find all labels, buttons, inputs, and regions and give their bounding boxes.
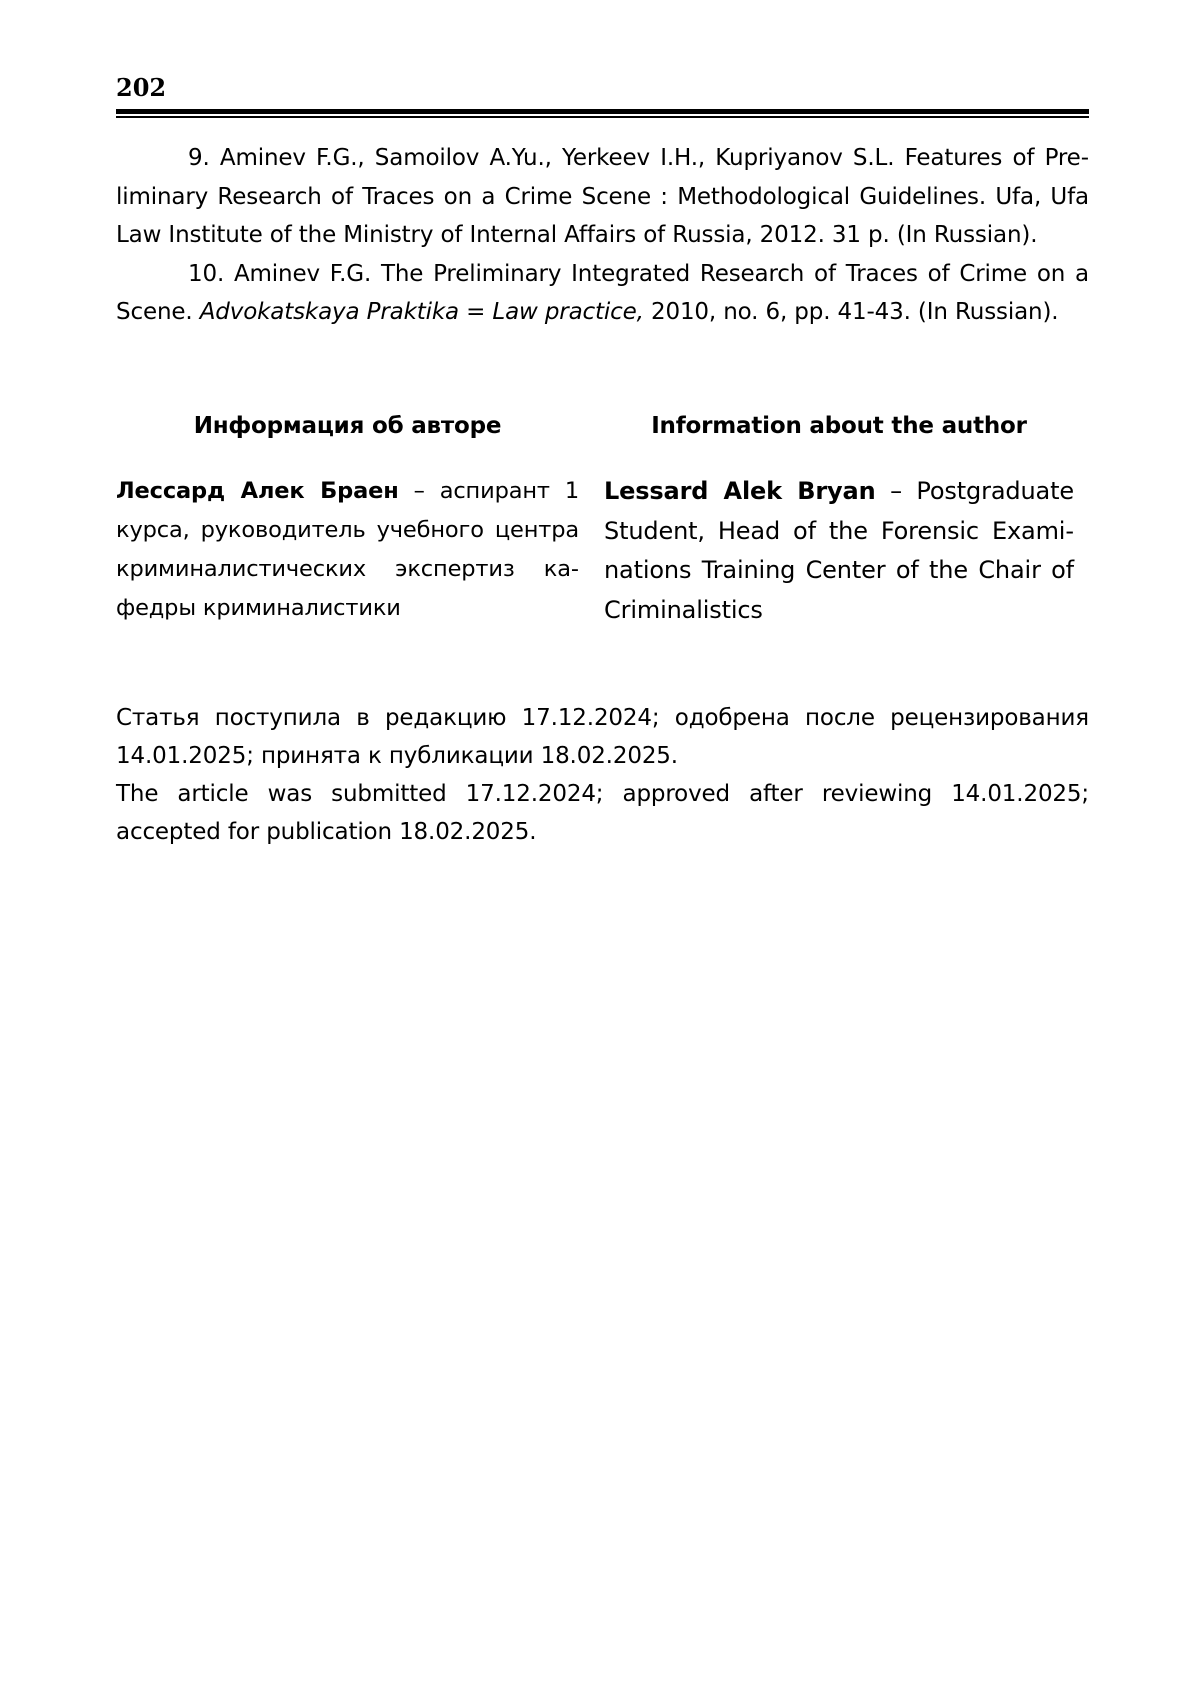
author-description-ru: – аспирант 1 курса, руководитель учебного центра криминалистических экспертиз кафедры криминалистики [116, 478, 580, 621]
reference-10-details: 2010, no. 6, pp. 41-43. (In Russian). [643, 299, 1059, 325]
author-name-ru: Лессард Алек Браен [116, 478, 399, 504]
author-bio-en [604, 472, 1074, 630]
article-dates [116, 699, 1089, 851]
author-info-heading-en: Information about the author [651, 413, 1027, 439]
author-description-en: – Postgraduate Student, Head of the Forensic Examinations Training Center of the Chair of Criminalistics [604, 477, 1074, 624]
author-info-heading-ru: Информация об авторе [193, 413, 502, 439]
reference-item-10 [116, 255, 1089, 332]
author-info-english [604, 406, 1074, 630]
author-name-en: Lessard Alek Bryan [604, 477, 876, 505]
references-list [116, 139, 1089, 332]
reference-item-9: 9. Aminev F.G., Samoilov A.Yu., Yerkeev I.H., Kupriyanov S.L. Features of Preliminary Research of Traces on a Crime Scene : Methodological Guidelines. Ufa, Ufa Law Institute of the Ministry of Internal Affairs of Russia, 2012. 31 p. (In Russian). [116, 145, 1089, 248]
reference-10-text: 10. Aminev F.G. The Preliminary Integrated Research of Traces of Crime on a Scene. [116, 260, 1089, 325]
page-number: 202 [116, 73, 167, 102]
article-dates-en: The article was submitted 17.12.2024; approved after reviewing 14.01.2025; accepted for publication 18.02.2025. [116, 781, 1089, 845]
reference-10-journal: Advokatskaya Praktika = Law practice, [199, 299, 644, 325]
author-info-russian [116, 406, 579, 628]
author-bio-ru [116, 472, 579, 628]
article-dates-ru: Статья поступила в редакцию 17.12.2024; одобрена после рецензирования 14.01.2025; принята к публикации 18.02.2025. [116, 705, 1089, 769]
header-rule-thick [116, 109, 1089, 114]
header-rule-thin [116, 116, 1089, 118]
